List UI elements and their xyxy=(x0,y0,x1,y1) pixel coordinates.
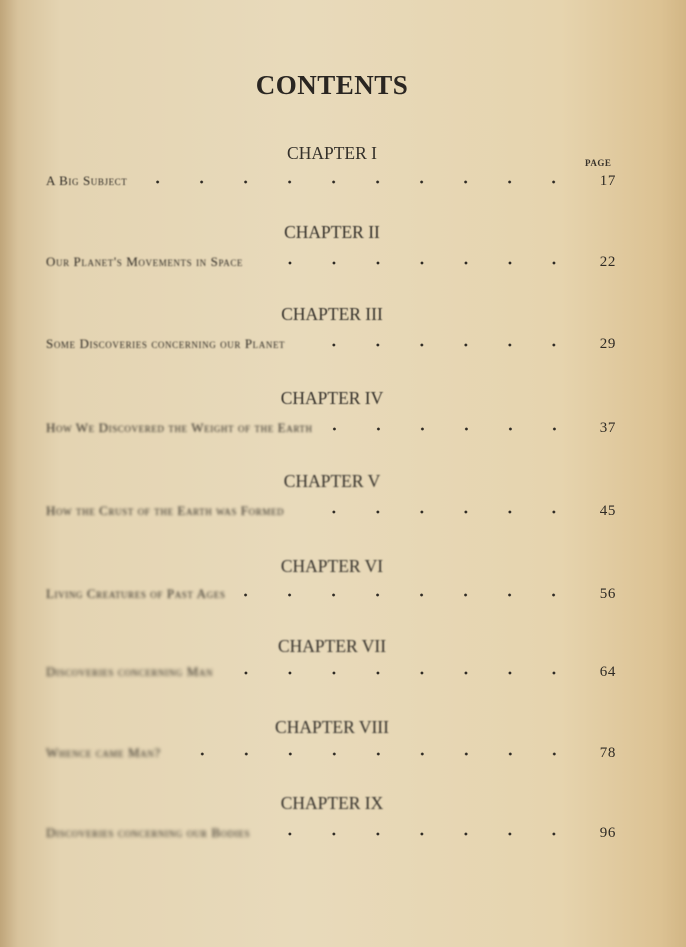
dot-leader xyxy=(171,752,576,756)
page-title: CONTENTS xyxy=(255,70,409,100)
entry-page-number: 37 xyxy=(599,420,616,436)
entry-page-number: 45 xyxy=(599,503,616,519)
entry-title: How the Crust of the Earth was Formed xyxy=(46,503,285,518)
entry-page-number: 64 xyxy=(599,664,616,680)
chapter-heading: CHAPTER VI xyxy=(280,556,384,576)
entry-title: How We Discovered the Weight of the Earth xyxy=(46,420,313,435)
dot-leader xyxy=(223,671,576,675)
toc-entry xyxy=(46,825,616,842)
entry-title: Our Planet's Movements in Space xyxy=(46,254,244,269)
page-column-label: PAGE xyxy=(585,158,612,168)
toc-entry xyxy=(46,336,616,353)
chapter-heading: CHAPTER V xyxy=(283,471,381,491)
chapter-heading: CHAPTER VIII xyxy=(275,717,389,737)
dot-leader xyxy=(260,832,576,836)
chapter-heading: CHAPTER III xyxy=(281,304,383,324)
chapter-heading: CHAPTER IX xyxy=(280,793,384,813)
toc-entry xyxy=(46,745,616,762)
dot-leader xyxy=(295,343,576,347)
entry-page-number: 22 xyxy=(599,254,616,270)
toc-entry xyxy=(46,420,616,437)
entry-title: Some Discoveries concerning our Planet xyxy=(46,336,286,351)
entry-title: Living Creatures of Past Ages xyxy=(46,586,226,601)
entry-title: Discoveries concerning Man xyxy=(46,664,214,679)
dot-leader xyxy=(137,180,576,184)
toc-entry xyxy=(46,586,616,603)
chapter-heading: CHAPTER II xyxy=(284,222,380,242)
toc-entry xyxy=(46,503,616,520)
chapter-heading: CHAPTER I xyxy=(287,143,377,163)
chapter-heading: CHAPTER VII xyxy=(277,636,387,656)
entry-page-number: 17 xyxy=(599,173,616,189)
entry-title: Whence came Man? xyxy=(46,745,161,760)
entry-page-number: 96 xyxy=(599,825,616,841)
dot-leader xyxy=(253,261,576,265)
toc-entry xyxy=(46,173,616,190)
entry-page-number: 29 xyxy=(599,336,616,352)
dot-leader xyxy=(294,510,576,514)
dot-leader xyxy=(235,593,576,597)
entry-title: Discoveries concerning our Bodies xyxy=(46,825,251,840)
toc-entry xyxy=(46,254,616,271)
chapter-heading: CHAPTER IV xyxy=(280,388,384,408)
entry-page-number: 56 xyxy=(599,586,616,602)
entry-title: A Big Subject xyxy=(46,173,128,188)
entry-page-number: 78 xyxy=(599,745,616,761)
toc-entry xyxy=(46,664,616,681)
dot-leader xyxy=(323,427,576,431)
